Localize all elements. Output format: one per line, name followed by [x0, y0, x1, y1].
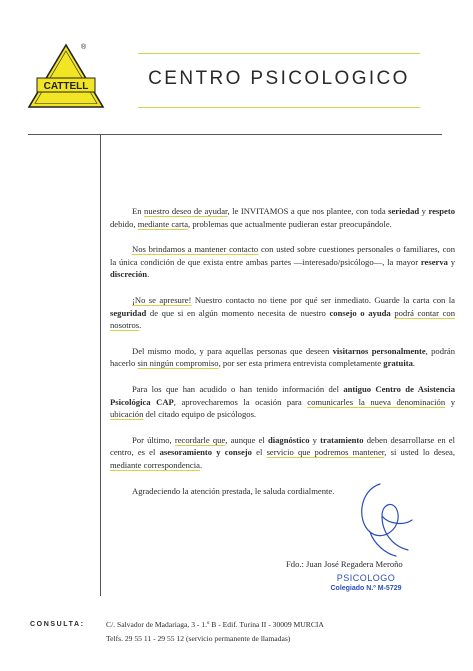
footer-address: C/. Salvador de Madariaga, 3 - 1.º B - Edif. Turina II - 30009 MURCIA	[106, 620, 324, 629]
cattell-triangle-logo	[26, 42, 106, 110]
signature-drawing	[352, 480, 418, 560]
registered-mark: ®	[81, 44, 87, 51]
footer-phone-row	[30, 632, 450, 646]
paragraph-former-center: Para los que han acudido o han tenido información del antiguo Centro de Asistencia Psicológica CAP, aprovecharemos la ocasión para comunicarles la nueva denominación y ubicación del citado equipo de psicólogos.	[110, 383, 455, 420]
handwritten-signature	[352, 480, 418, 560]
stamp-title: PSICOLOGO	[336, 573, 396, 583]
paragraph-invitation: En nuestro deseo de ayudar, le INVITAMOS a que nos plantee, con toda seriedad y respeto debido, mediante carta, problemas que actualmente pudieran estar preocupándole.	[110, 206, 456, 229]
letter-body	[110, 205, 455, 510]
page-title: CENTRO PSICOLOGICO	[148, 68, 410, 89]
paragraph-no-hurry: ¡No se apresure! Nuestro contacto no tiene por qué ser inmediato. Guarde la carta con la seguridad de que si en algún momento necesita de nuestro consejo o ayuda podrá contar con nosotros.	[110, 294, 455, 331]
cattell-logo	[26, 42, 106, 110]
footer-phones: Telfs. 29 55 11 - 29 55 12 (servicio permanente de llamadas)	[106, 634, 291, 643]
professional-stamp	[326, 573, 406, 594]
stamp-registration: Colegiado N.º M-5729	[330, 585, 402, 592]
footer	[30, 618, 450, 646]
signature-stroke	[362, 484, 412, 556]
header-line-top	[138, 53, 420, 54]
paragraph-contact: Nos brindamos a mantener contacto con usted sobre cuestiones personales o familiares, con la única condición de que exista entre ambas partes —interesado/psicólogo—, la mayor reserva y discreción.	[110, 244, 455, 280]
paragraph-closing: Agradeciendo la atención prestada, le saluda cordialmente.	[132, 485, 335, 496]
logo-triangle	[29, 45, 103, 107]
vertical-rule	[100, 134, 101, 596]
paragraph-visits: Del mismo modo, y para aquellas personas que deseen visitarnos personalmente, podrán hacerlo sin ningún compromiso, por ser esta primera entrevista completamente gratuita.	[110, 345, 455, 369]
paragraph-reminder: Por último, recordarle que, aunque el diagnóstico y tratamiento deben desarrollarse en el centro, es el asesoramiento y consejo el servicio que podremos mantener, si usted lo desea, mediante correspondencia.	[110, 434, 456, 470]
horizontal-rule	[28, 134, 442, 135]
footer-label: CONSULTA:	[30, 621, 85, 628]
header-line-bottom	[138, 107, 420, 108]
logo-text: CATTELL	[43, 81, 89, 92]
footer-address-row	[30, 618, 450, 632]
signed-by: Fdo.: Juan José Regadera Meroño	[286, 559, 403, 569]
